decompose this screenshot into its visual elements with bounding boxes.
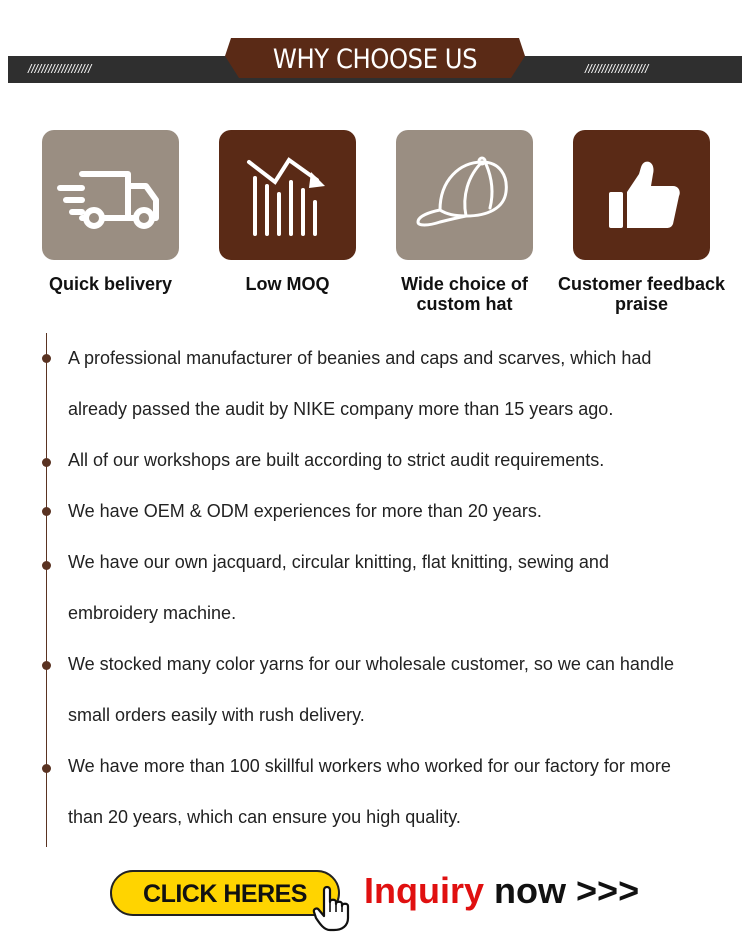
click-here-button-label: CLICK HERES [143,880,307,908]
list-item [68,486,728,537]
list-item-line: We have OEM & ODM experiences for more than 20 years. [68,501,542,521]
bullet-dot [42,561,51,570]
bullet-dot [42,764,51,773]
bullet-dot [42,661,51,670]
header-left-slashes: /////////////////// [28,62,92,76]
list-item-line: We have more than 100 skillful workers who worked for our factory for more [68,756,671,776]
list-item-line: A professional manufacturer of beanies and caps and scarves, which had [68,348,652,368]
list-item-line: embroidery machine. [68,603,237,623]
page-title: WHY CHOOSE US [272,44,478,75]
list-item [68,333,728,435]
list-item [68,435,728,486]
click-here-button[interactable] [110,870,340,916]
list-item-line: than 20 years, which can ensure you high quality. [68,807,461,827]
feature-label: Quick belivery [48,274,173,294]
inquiry-text: Inquiry [364,870,485,911]
header-right-slashes: /////////////////// [585,62,649,76]
bar-chart-down-icon [219,130,356,260]
list-item-line: We have our own jacquard, circular knitting, flat knitting, sewing and [68,552,609,572]
inquiry-now-link[interactable] [364,870,639,912]
thumbs-up-icon [573,130,710,260]
list-item-line: small orders easily with rush delivery. [68,705,365,725]
list-item-line: already passed the audit by NIKE company more than 15 years ago. [68,399,614,419]
pointing-hand-icon [312,884,356,937]
header-title-tab [225,38,525,78]
list-item-line: We stocked many color yarns for our wholesale customer, so we can handle [68,654,674,674]
list-item-line: All of our workshops are built according to strict audit requirements. [68,450,605,470]
feature-low-moq [199,130,376,294]
baseball-cap-icon [396,130,533,260]
feature-label: Customer feedback praise [557,274,726,314]
list-item [68,741,728,843]
feature-customer-feedback [553,130,730,314]
feature-custom-hat [376,130,553,314]
feature-label: Wide choice of custom hat [401,274,528,314]
list-item [68,537,728,639]
delivery-truck-icon [42,130,179,260]
feature-label: Low MOQ [245,274,330,294]
bullet-dot [42,458,51,467]
list-item [68,639,728,741]
now-text: now >>> [494,870,640,911]
bullet-dot [42,507,51,516]
feature-quick-delivery [22,130,199,294]
bullet-dot [42,354,51,363]
